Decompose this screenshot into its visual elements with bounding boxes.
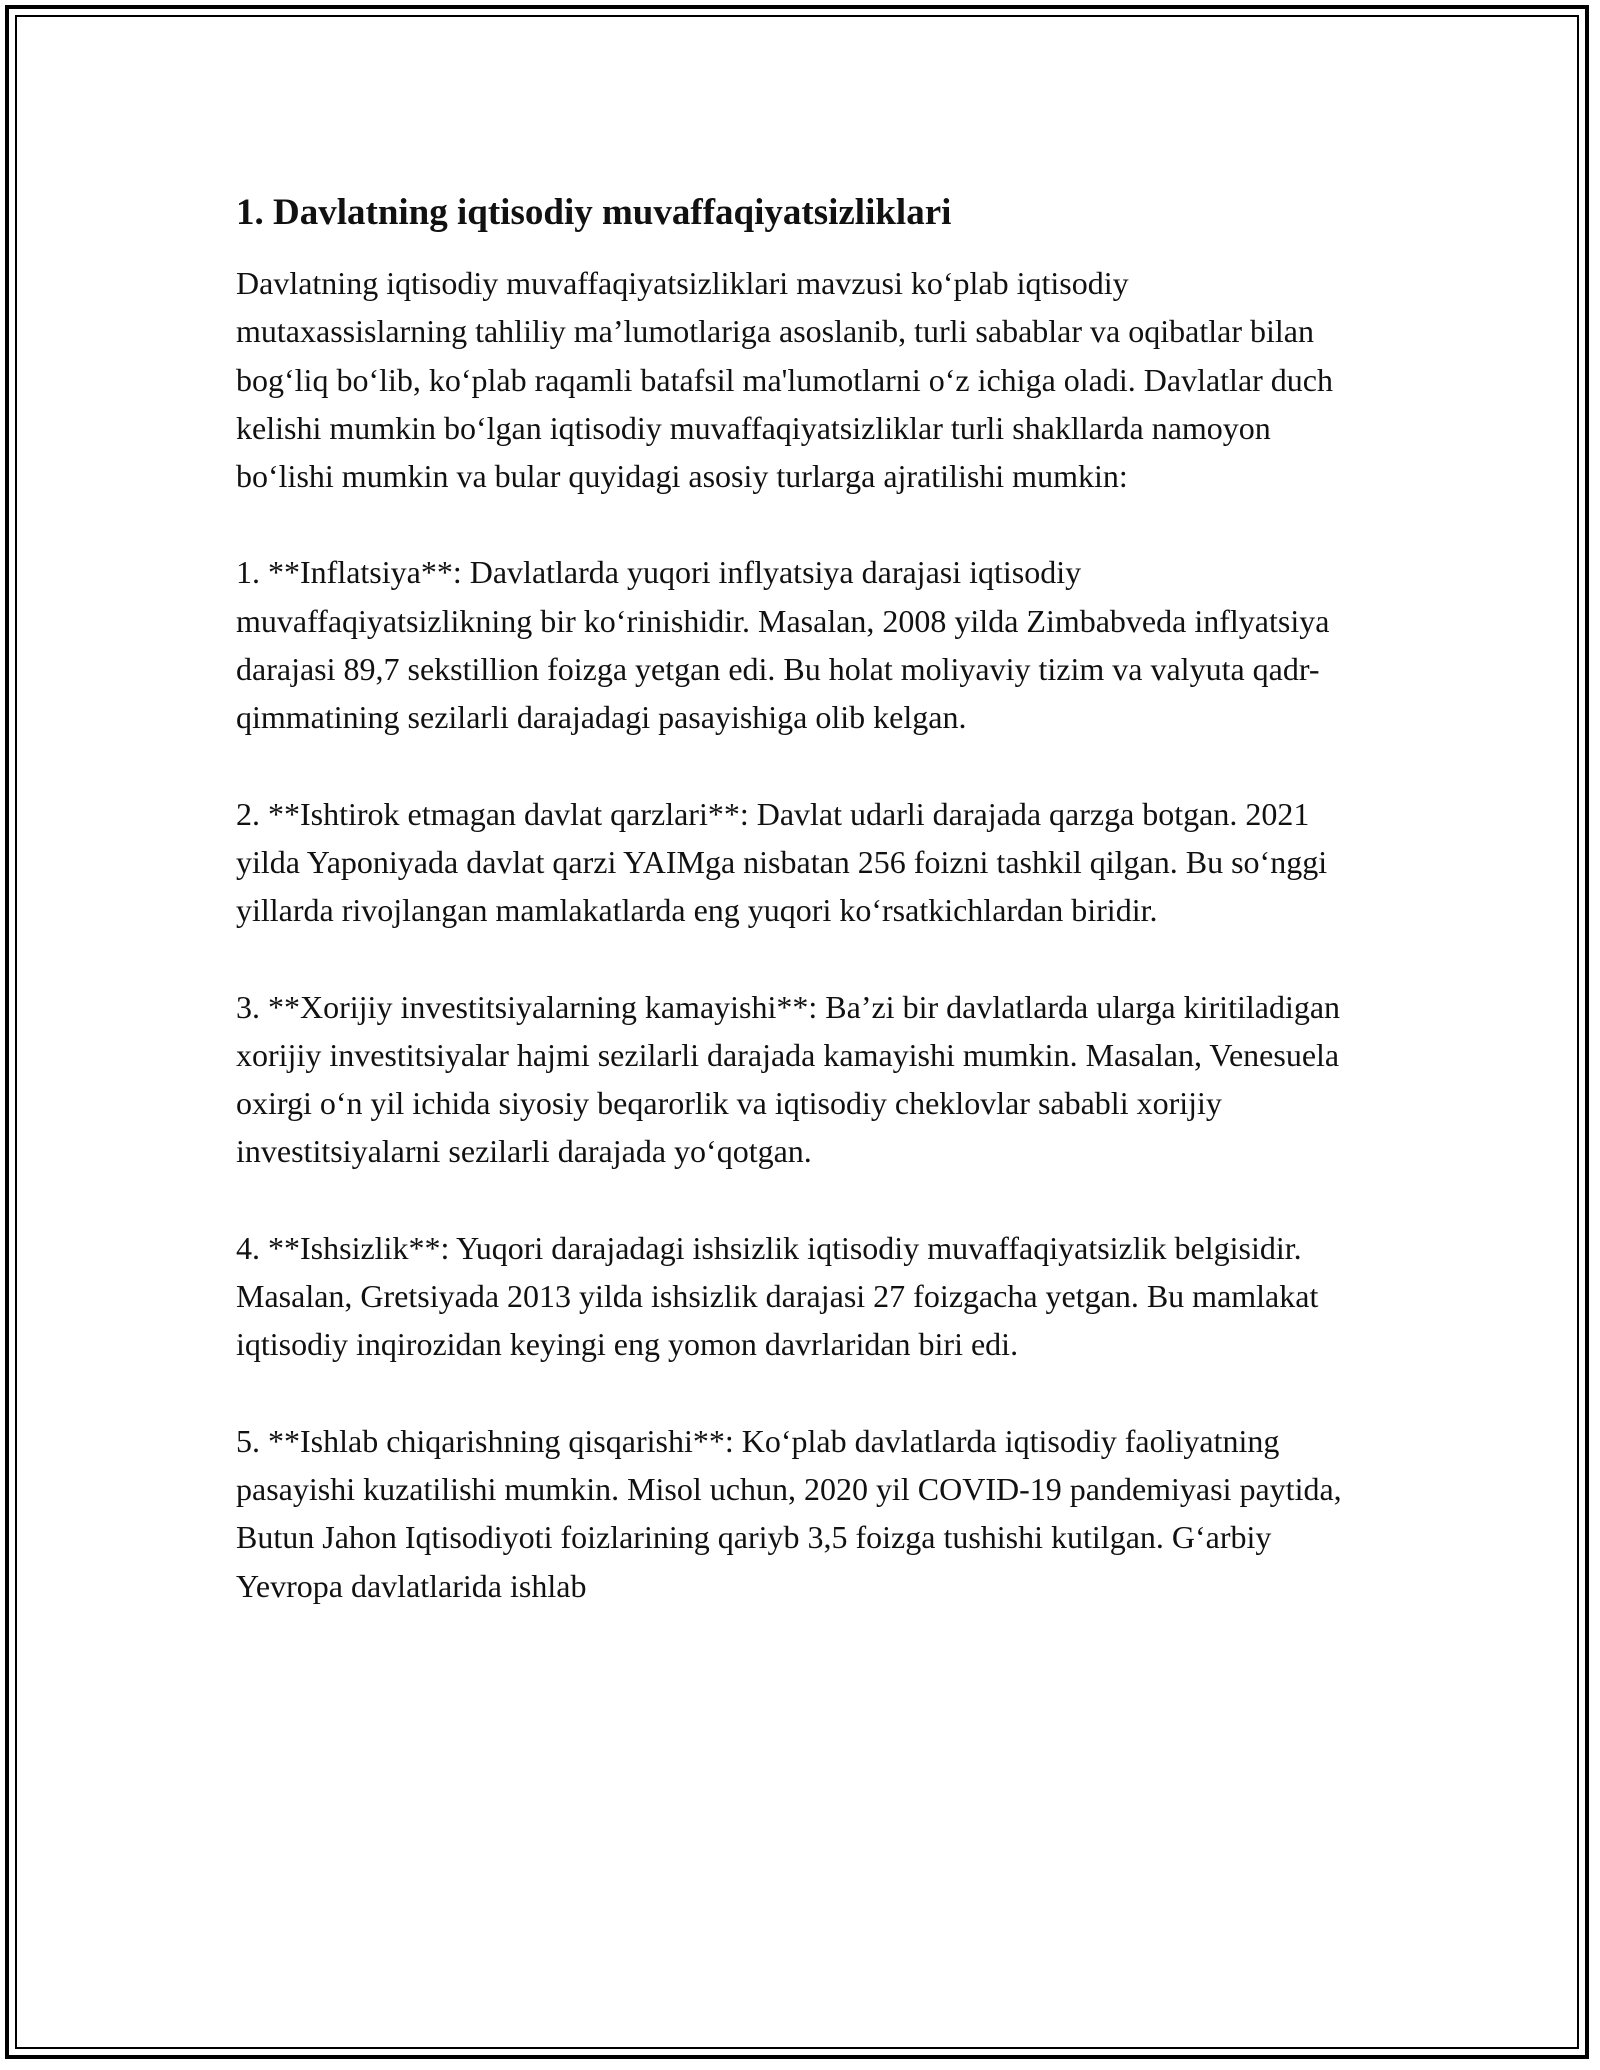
list-item-unemployment: 4. **Ishsizlik**: Yuqori darajadagi ishsizlik iqtisodiy muvaffaqiyatsizlik belgisidir. Masalan, Gretsiyada 2013 yilda ishsizlik darajasi 27 foizgacha yetgan. Bu mamlakat iqtisodiy inqirozidan keyingi eng yomon davrlaridan biri edi. <box>236 1229 1319 1363</box>
list-item-state-debt: 2. **Ishtirok etmagan davlat qarzlari**: Davlat udarli darajada qarzga botgan. 2021 yilda Yaponiyada davlat qarzi YAIMga nisbatan 256 foizni tashkil qilgan. Bu so‘nggi yillarda rivojlangan mamlakatlarda eng yuqori ko‘rsatkichlardan biridir. <box>236 795 1328 929</box>
list-item-inflation: 1. **Inflatsiya**: Davlatlarda yuqori inflyatsiya darajasi iqtisodiy muvaffaqiyatsizlikning bir ko‘rinishidir. Masalan, 2008 yilda Zimbabveda inflyatsiya darajasi 89,7 sekstillion foizga yetgan edi. Bu holat moliyaviy tizim va valyuta qadr-qimmatining sezilarli darajadagi pasayishiga olib kelgan. <box>236 554 1330 736</box>
section-heading: 1. Davlatning iqtisodiy muvaffaqiyatsizliklari <box>236 192 952 233</box>
document-body <box>236 187 1364 1610</box>
intro-paragraph: Davlatning iqtisodiy muvaffaqiyatsizliklari mavzusi ko‘plab iqtisodiy mutaxassislarning tahliliy ma’lumotlariga asoslanib, turli sabablar va oqibatlar bilan bog‘liq bo‘lib, ko‘plab raqamli batafsil ma'lumotlarni o‘z ichiga oladi. Davlatlar duch kelishi mumkin bo‘lgan iqtisodiy muvaffaqiyatsizliklar turli shakllarda namoyon bo‘lishi mumkin va bular quyidagi asosiy turlarga ajratilishi mumkin: <box>236 265 1333 495</box>
list-item-foreign-investment: 3. **Xorijiy investitsiyalarning kamayishi**: Ba’zi bir davlatlarda ularga kiritiladigan xorijiy investitsiyalar hajmi sezilarli darajada kamayishi mumkin. Masalan, Venesuela oxirgi o‘n yil ichida siyosiy beqarorlik va iqtisodiy cheklovlar sababli xorijiy investitsiyalarni sezilarli darajada yo‘qotgan. <box>236 988 1341 1170</box>
list-item-production-decline: 5. **Ishlab chiqarishning qisqarishi**: Ko‘plab davlatlarda iqtisodiy faoliyatning pasayishi kuzatilishi mumkin. Misol uchun, 2020 yil COVID-19 pandemiyasi paytida, Butun Jahon Iqtisodiyoti foizlarining qariyb 3,5 foizga tushishi kutilgan. G‘arbiy Yevropa davlatlarida ishlab <box>236 1422 1342 1604</box>
